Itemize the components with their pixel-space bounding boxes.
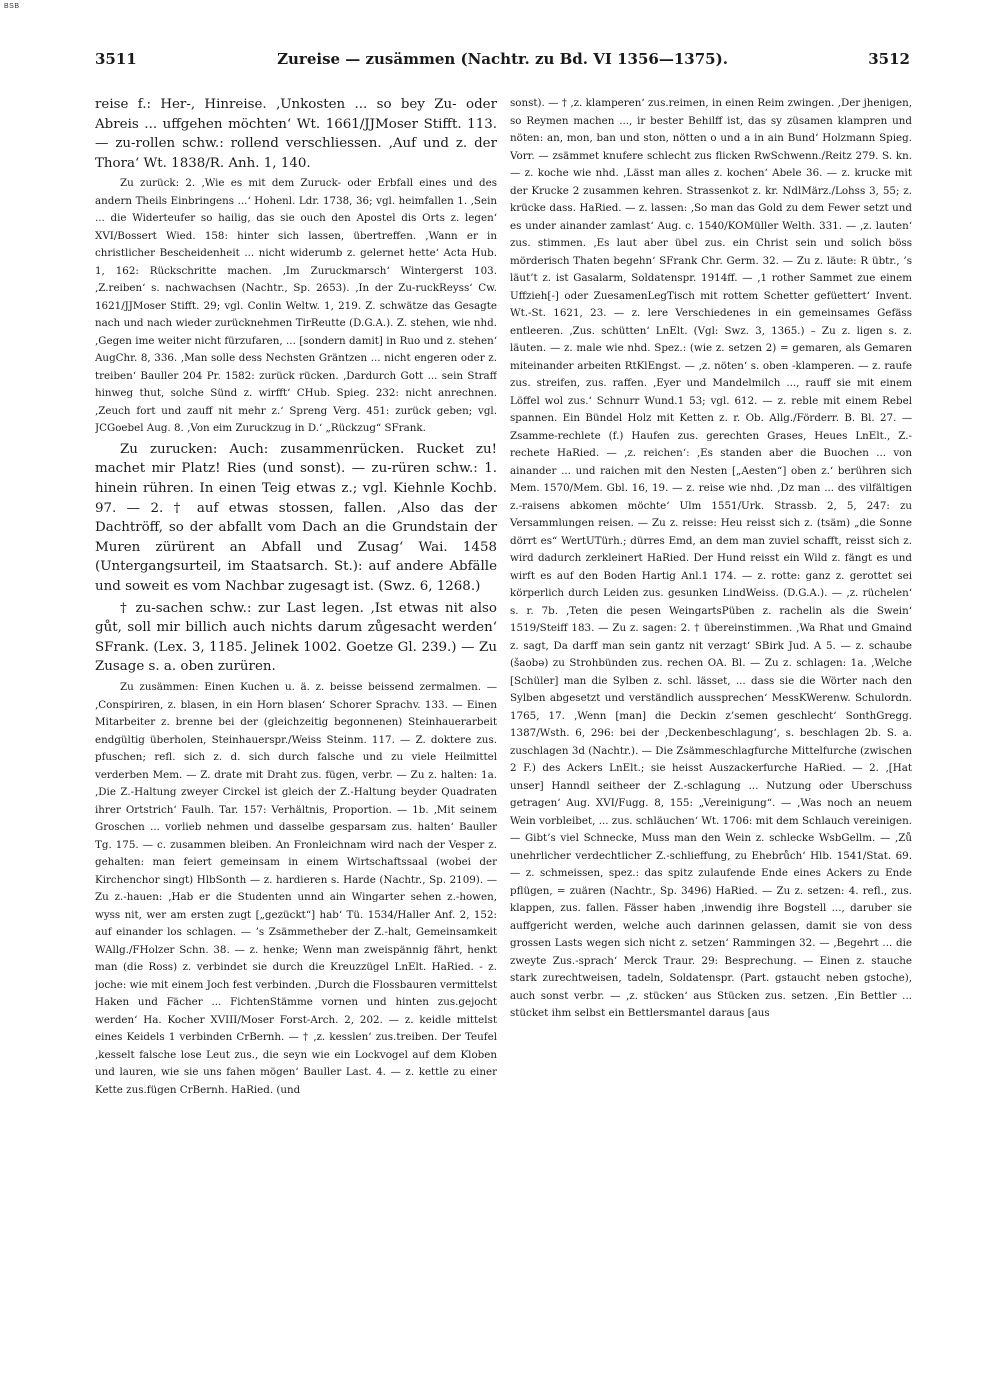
page-number-left: 3511 xyxy=(95,50,137,68)
entry-zureise: reise f.: Her-, Hinreise. ‚Unkosten ... so bey Zu- oder Abreis ... uffgehen möchten‘ Wt. 1661/JJMoser Stifft. 113. — zu-rollen schw.: rollend verschliessen. ‚Auf und z. der Thora‘ Wt. 1838/R. Anh. 1, 140. xyxy=(95,97,497,171)
entry-zurucken: Zu zurucken: Auch: zusammenrücken. Rucket zu! machet mir Platz! Ries (und sonst). — zu-rüren schw.: 1. hinein rühren. In einen Teig etwas z.; vgl. Kiehnle Kochb. 97. — 2. † auf etwas stossen, fallen. ‚Also das der Dachtröff, so der abfallt vom Dach an die Grundstain der Muren zürürent an Abfall und Zusag‘ Wai. 1458 (Untergangsurteil, im Staatsarch. St.): auf andere Abfälle und soweit es vom Nachbar zugesagt ist. (Swz. 6, 1268.) xyxy=(95,441,497,595)
entry-zurueck: Zu zurück: 2. ‚Wie es mit dem Zuruck- oder Erbfall eines und des andern Theils Einbringens ...‘ Hohenl. Ldr. 1738, 36; vgl. heimfallen 1. ‚Sein ... die Widerteufer so hailig, das sie ouch den Apostel dis Orts z. legen‘ XVI/Bossert Wied. 158: hinter sich lassen, übertreffen. ‚Wann er in christlicher Bescheidenheit ... nicht widerumb z. gelernet hette‘ Acta Hub. 1, 162: Rückschritte machen. ‚Im Zuruckmarsch‘ Wintergerst 103. ‚Z.reiben‘ s. nachwachsen (Nachtr., Sp. 2653). ‚In der Zu-ruckReyss‘ Cw. 1621/JJMoser Stifft. 29; vgl. Conlin Weltw. 1, 219. Z. schwätze das Gesagte nach und nach wieder zurücknehmen TirReutte (D.G.A.). Z. stehen, wie nhd. ‚Gegen ime weiter nicht fürzufaren, ... [sondern damit] in Ruo und z. stehen‘ AugChr. 8, 336. ‚Man solle dess Nechsten Gräntzen ... nicht engeren oder z. treiben‘ Bauller 204 Pr. 1582: zurück rücken. ‚Dardurch Gott ... sein Straff hinweg thut, solche Sünd z. wirfft‘ CHub. Spieg. 232: nicht anrechnen. ‚Zeuch fort und zauff nit mehr z.‘ Spreng Verg. 451: zurück geben; vgl. JCGoebel Aug. 8. ‚Von eim Zuruckzug in D.‘ „Rückzug“ SFrank. xyxy=(95,177,497,435)
running-header xyxy=(95,50,910,76)
entry-zusachen: † zu-sachen schw.: zur Last legen. ‚Ist etwas nit also gůt, soll mir billich auch nichts darum zůgesacht werden‘ SFrank. (Lex. 3, 1185. Jelinek 1002. Goetze Gl. 239.) — Zu Zusage s. a. oben zurüren. xyxy=(95,600,497,675)
left-column xyxy=(95,95,497,1383)
library-mark: BSB xyxy=(4,3,20,10)
entry-zusaemmen: Zu zusämmen: Einen Kuchen u. ä. z. beisse beissend zermalmen. — ‚Conspiriren, z. blasen, in ein Horn blasen‘ Schorer Sprachv. 133. — Einen Mitarbeiter z. brenne bei der (gleichzeitig begonnenen) Steinhauerarbeit endgültig überholen, Steinhauerspr./Weiss Steinm. 117. — Z. doktere zus. pfuschen; refl. sich z. d. sich durch falsche und zu viele Heilmittel verderben Mem. — Z. drate mit Draht zus. fügen, verbr. — Zu z. halten: 1a. ‚Die Z.-Haltung zweyer Circkel ist gleich der Z.-Haltung beyder Quadraten ihrer Ortstrich‘ Faulh. Tar. 157: Verhältnis, Proportion. — 1b. ‚Mit seinem Groschen ... vorlieb nehmen und dasselbe gesparsam zus. halten‘ Bauller Tg. 175. — c. zusammen bleiben. An Fronleichnam wird nach der Vesper z. gehalten: man feiert gemeinsam in einem Wirtschaftssaal (wobei der Kirchenchor singt) HlbSonth — z. hardieren s. Harde (Nachtr., Sp. 2109). — Zu z.-hauen: ‚Hab er die Studenten unnd ain Wingarter sehen z.-howen, wyss nit, wer am ersten zugt [„gezückt“] hab‘ Tü. 1534/Haller Anf. 2, 152: auf einander los schlagen. — ’s Zsämmetheber der Z.-halt, Gemeinsamkeit WAllg./FHolzer Schn. 38. — z. henke; Wenn man zweispännig fährt, henkt man (die Ross) z. verbindet sie durch die Kreuzzügel LnElt. HaRied. - z. joche: wie mit einem Joch fest verbinden. ‚Durch die Flossbauren vermittelst Haken und Fächer ... FichtenStämme vornen und hinten zus.gejocht werden‘ Ha. Kocher XVIII/Moser Forst-Arch. 2, 202. — z. keidle mittelst eines Keidels 1 verbinden CrBernh. — † ‚z. kesslen‘ zus.treiben. Der Teufel ‚kesselt falsche lose Leut zus., die seyn wie ein Lockvogel auf dem Kloben und lauren, wie sie uns fahen mögen‘ Bauller Last. 4. — z. kettle zu einer Kette zus.fügen CrBernh. HaRied. (und xyxy=(95,681,497,1096)
entry-zusaemmen-continued: sonst). — † ‚z. klamperen‘ zus.reimen, in einen Reim zwingen. ‚Der jhenigen, so Reymen machen ..., ir bester Behilff ist, das sy züsamen klampren und nöten: an, mon, ban und ston, nötten o und a in ain Bund‘ Holzmann Spieg. Vorr. — zsämmet knufere schlecht zus flicken RwSchwenn./Reitz 279. S. kn. — z. koche wie nhd. ‚Lässt man alles z. kochen‘ Abele 36. — z. krucke mit der Krucke 2 zusammen kehren. Strassenkot z. kr. NdlMärz./Lohss 3, 55; z. krücke dass. HaRied. — z. lassen: ‚So man das Gold zu dem Fewer setzt und es under ainander zamlast‘ Aug. c. 1540/KOMüller Welth. 331. — ‚z. lauten‘ zus. stimmen. ‚Es laut aber übel zus. ein Christ sein und solich böss mörderisch Thaten begehn‘ SFrank Chr. Germ. 32. — Zu z. läute: R übtr., ’s läut’t z. ist Gasalarm, Soldatenspr. 1914ff. — ‚1 rother Sammet zue einem Uffzieh[-] oder ZuesamenLegTisch mit rottem Schetter gefüettert‘ Invent. Wt.-St. 1621, 23. — z. lere Verschiedenes in ein gemeinsames Gefäss entleeren. ‚Zus. schütten‘ LnElt. (Vgl: Swz. 3, 1365.) – Zu z. ligen s. z. läuten. — z. male wie nhd. Spez.: (wie z. setzen 2) = gemaren, als Gemaren miteinander arbeiten RtKlEngst. — ‚z. nöten‘ s. oben -klamperen. — z. raufe zus. streifen, zus. raffen. ‚Eyer und Mandelmilch ..., rauff sie mit einem Löffel wol zus.‘ Schnurr Wund.1 53; vgl. 612. — z. reble mit einem Rebel spannen. Ein Bündel Holz mit Ketten z. r. Ob. Allg./Förderr. B. Bl. 27. — Zsamme-rechlete (f.) Haufen zus. gerechten Grases, Heues LnElt., Z.-rechete HaRied. — ‚z. reichen‘: ‚Es standen aber die Buochen ... von ainander ... und raichen mit den Nesten [„Aesten“] oben z.‘ berühren sich Mem. 1570/Mem. Gbl. 16, 19. — z. reise wie nhd. ‚Dz man ... des vilfältigen z.-raisens abkomen möchte‘ Ulm 1551/Urk. Strassb. 2, 5, 247: zu Versammlungen reisen. — Zu z. reisse: Heu reisst sich z. (tsäm) „die Sonne dörrt es“ WertUTürh.; dürres Emd, an dem man zuviel schafft, reisst sich z. wird dadurch zerkleinert HaRied. Der Hund reisst ein Wild z. fängt es und wirft es auf den Boden Hartig Anl.1 174. — z. rotte: ganz z. gerottet sei körperlich durch Leiden zus. gesunken LindWeiss. (D.G.A.). — ‚z. rüchelen‘ s. r. 7b. ‚Teten die pesen WeingartsPüben z. rachelin als die Swein‘ 1519/Steiff 183. — Zu z. sagen: 2. † übereinstimmen. ‚Wa Rhat und Gmaind z. sagt, Da darff man sein gantz nit verzagt‘ SBirk Jud. A 5. — z. schaube (šaobə) zu Strohbünden zus. rechen OA. Bl. — Zu z. schlagen: 1a. ‚Welche [Schüler] man die Sylben z. schl. lässet, ... dass sie die Wörter nach den Sylben abgesetzt und verständlich aussprechen‘ MessKWerenw. Schulordn. 1765, 17. ‚Wenn [man] die Deckin z’semen geschlecht‘ SonthGregg. 1387/Wsth. 6, 296: bei der ‚Deckenbeschlagung‘, s. beschlagen 2b. S. a. zuschlagen 3d (Nachtr.). — Die Zsämmeschlagfurche Mittelfurche (zwischen 2 F.) des Ackers LnElt.; sie heisst Auszackerfurche HaRied. — 2. ‚[Hat unser] Hanndl seitheer der Z.-schlagung ... Nutzung oder Uberschuss getragen‘ Aug. XVI/Fugg. 8, 155: „Vereinigung“. — ‚Was noch an neuem Wein vorbleibet, ... zus. schläuchen‘ Wt. 1706: mit dem Schlauch vereinigen. — Gibt’s viel Schnecke, Muss man den Wein z. schlecke WsbGellm. — ‚Zů unehrlicher verdechtlicher Z.-schlieffung, zu Ehebrůch‘ Hlb. 1541/Stat. 69. — z. schmeissen, spez.: das spitz zulaufende Ende eines Ackers zu Ende pflügen, = zuären (Nachtr., Sp. 3496) HaRied. — Zu z. setzen: 4. refl., zus. klappen, zus. fallen. Fässer haben ‚inwendig ihre Bogstell ..., daruber sie auffgericht werden, welche auch darinnen gelassen, damit sie von dess grossen Lasts wegen sich nicht z. setzen‘ Rammingen 32. — ‚Begehrt ... die zweyte Zus.-sprach‘ Merck Traur. 29: Besprechung. — Einen z. stauche stark zurechtweisen, tadeln, Soldatenspr. (Part. gstaucht neben gstoche), auch sonst verbr. — ‚z. stücken‘ aus Stücken zus. setzen. ‚Ein Bettler ... stücket ihm selbst ein Bettlersmantel daraus [aus xyxy=(510,97,912,1019)
right-column xyxy=(510,95,912,1383)
running-title: Zureise — zusämmen (Nachtr. zu Bd. VI 1356—1375). xyxy=(277,50,728,68)
page-number-right: 3512 xyxy=(868,50,910,68)
